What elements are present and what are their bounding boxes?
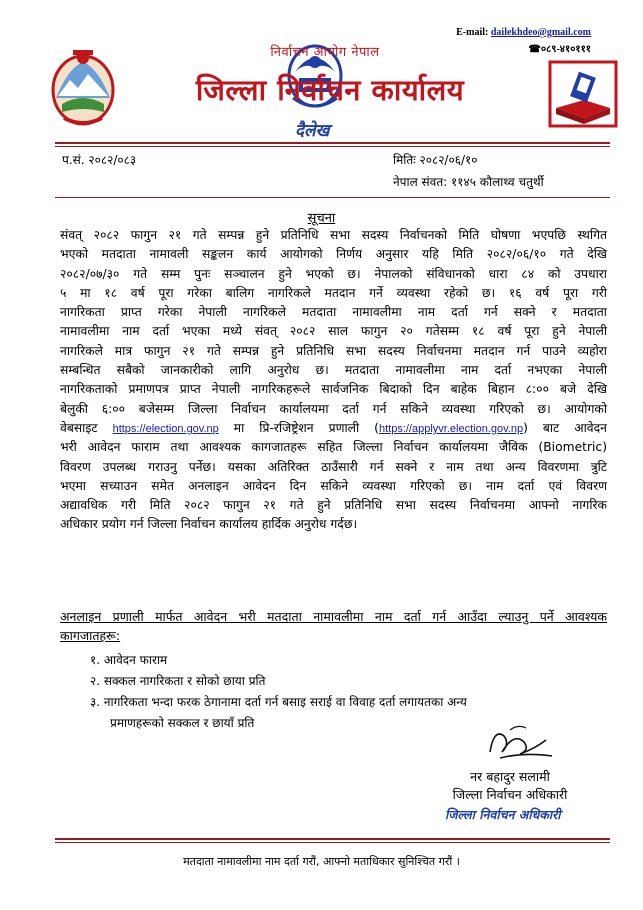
notice-line: नागरिकले मात्र फागुन २१ गते सम्पन्न हुने प्रतिनिधि सभा सदस्य निर्वाचनमा मतदान गर्न पाउने व्यहोरा: [60, 343, 607, 358]
notice-line: नामावलीमा नाम दर्ता भएका मध्ये संवत् २०८२ साल फागुन २० गतेसम्म १८ वर्ष पूरा हुने नेपाली: [60, 324, 607, 339]
notice-line: भएमा सच्याउन समेत अनलाइन आवेदन दिन सकिने व्यवस्था गरिएको छ। नाम दर्ता एवं विवरण: [60, 478, 607, 493]
footer-rule-top: [55, 838, 610, 840]
nepal-sambat-date: नेपाल संवत: ११४५ कौलाथ्व चतुर्थी: [393, 175, 544, 189]
notice-line: सम्बन्धित सबैको जानकारीको लागि अनुरोध छ। मतदाता नामावलीमा नाम दर्ता नभएका नेपाली: [60, 363, 607, 378]
requirements-heading-line: कागजातहरू:: [60, 628, 121, 643]
date: मितिः २०८२/०६/१०: [393, 153, 478, 167]
requirements-heading-line: अनलाइन प्रणाली मार्फत आवेदन भरी मतदाता नामावलीमा नाम दर्ता गर्न आउँदा ल्याउनु पर्ने आवश्यक: [60, 609, 607, 624]
applyvr-website-link[interactable]: https://applyvr.election.gov.np: [378, 422, 524, 435]
office-name: जिल्ला निर्वाचन कार्यालय: [195, 73, 465, 107]
list-item: २. सक्कल नागरिकता र सोको छाया प्रति: [90, 674, 266, 688]
notice-text: मा प्रि-रजिष्ट्रेशन प्रणाली (: [233, 420, 379, 435]
ballot-box-logo-icon: [548, 60, 618, 128]
footer-slogan: मतदाता नामावलीमा नाम दर्ता गरौं, आफ्नो मताधिकार सुनिश्चित गरौं ।: [183, 855, 460, 868]
notice-line: भएको मतदाता नामावली सङ्कलन कार्य आयोगको निर्णय अनुसार यहि मिति २०८२/०६/१० गते देखि: [60, 247, 607, 262]
official-stamp: जिल्ला निर्वाचन अधिकारी: [445, 807, 561, 822]
commission-name: निर्वाचन आयोग नेपाल: [270, 45, 380, 60]
reference-number: प.सं. २०८२/०८३: [62, 153, 137, 167]
notice-line: संवत् २०८२ फागुन २१ गते सम्पन्न हुने प्रतिनिधि सभा सदस्य निर्वाचनको मिति घोषणा भएपछि स्थगित: [60, 228, 607, 242]
signatory: [430, 768, 590, 804]
phone-number: ०८९-४१०१११: [540, 44, 591, 55]
notice-line: २०८२/०७/३० गते सम्म पुनः सञ्चालन हुने भएको छ। नेपालको संविधानको धारा ८४ को उपधारा: [60, 266, 607, 281]
notice-line: अद्यावधिक गरी मिति २०८२ फागुन २१ गते हुने प्रतिनिधि सभा सदस्य निर्वाचनमा आफ्नो नागरिक: [60, 498, 607, 513]
notice-text: वेबसाइट: [60, 420, 98, 435]
notice-line: भरी आवेदन फाराम तथा आवश्यक कागजातहरू सहित जिल्ला निर्वाचन कार्यालयमा जैविक (Biometric): [60, 440, 607, 455]
notice-line: नागरिकता प्राप्त गरेका नेपाली नागरिकले मतदाता नामावलीमा नाम दर्ता गर्न सक्ने र मतदाता: [60, 305, 607, 320]
notice-title: सूचना: [307, 211, 336, 226]
notice-line: अधिकार प्रयोग गर्न जिल्ला निर्वाचन कार्यालय हार्दिक अनुरोध गर्दछ।: [60, 517, 358, 532]
phone-line: [528, 41, 591, 55]
notice-body: [60, 226, 607, 535]
nepal-emblem-icon: [48, 48, 118, 128]
notice-line: विवरण उपलब्ध गराउनु पर्नेछ। यसका अतिरिक्त ठाउँसारी गर्न सक्ने र नाम तथा अन्य विवरणमा त्रुटि: [60, 459, 607, 474]
header-rule-top: [55, 142, 610, 144]
district-name: दैलेख: [295, 121, 330, 141]
signature-icon: [480, 722, 560, 764]
list-item: १. आवेदन फाराम: [90, 653, 168, 667]
phone-icon: ☎: [528, 44, 541, 55]
election-website-link[interactable]: https://election.gov.np: [112, 422, 219, 435]
meta-rule: [55, 197, 610, 198]
email-link[interactable]: dailekhdeo@gmail.com: [490, 27, 591, 38]
notice-line: नागरिकताको प्रमाणपत्र प्राप्त नेपाली नागरिकहरूले सार्वजनिक बिदाको दिन बाहेक बिहान ८:०० बजे देखि: [60, 382, 607, 397]
notice-line-with-links: [60, 419, 607, 438]
signatory-title: जिल्ला निर्वाचन अधिकारी: [452, 787, 568, 802]
notice-line: ५ मा १८ वर्ष पूरा गरेका बालिग नागरिकले मतदान गर्ने व्यवस्था रहेको छ। १६ वर्ष पूरा गरी: [60, 285, 607, 300]
signatory-name: नर बहादुर सलामी: [470, 769, 550, 784]
header-rule-bottom: [55, 146, 610, 147]
list-item: ३. नागरिकता भन्दा फरक ठेगानामा दर्ता गर्न बसाइ सराई वा विवाह दर्ता लगायतका अन्य: [90, 695, 467, 709]
requirements-heading: [60, 607, 607, 645]
email-line: [456, 27, 591, 38]
list-item-continuation: प्रमाणहरूको सक्कल र छायाँ प्रति: [110, 716, 255, 730]
email-label: E-mail:: [456, 27, 489, 38]
notice-line: बेलुकी ६:०० बजेसम्म जिल्ला निर्वाचन कार्यालयमा दर्ता गर्न सकिने व्यवस्था गरिएको छ। आयोगको: [60, 401, 607, 416]
notice-text: ) बाट आवेदन: [523, 420, 607, 435]
footer-rule-bottom: [55, 842, 610, 843]
